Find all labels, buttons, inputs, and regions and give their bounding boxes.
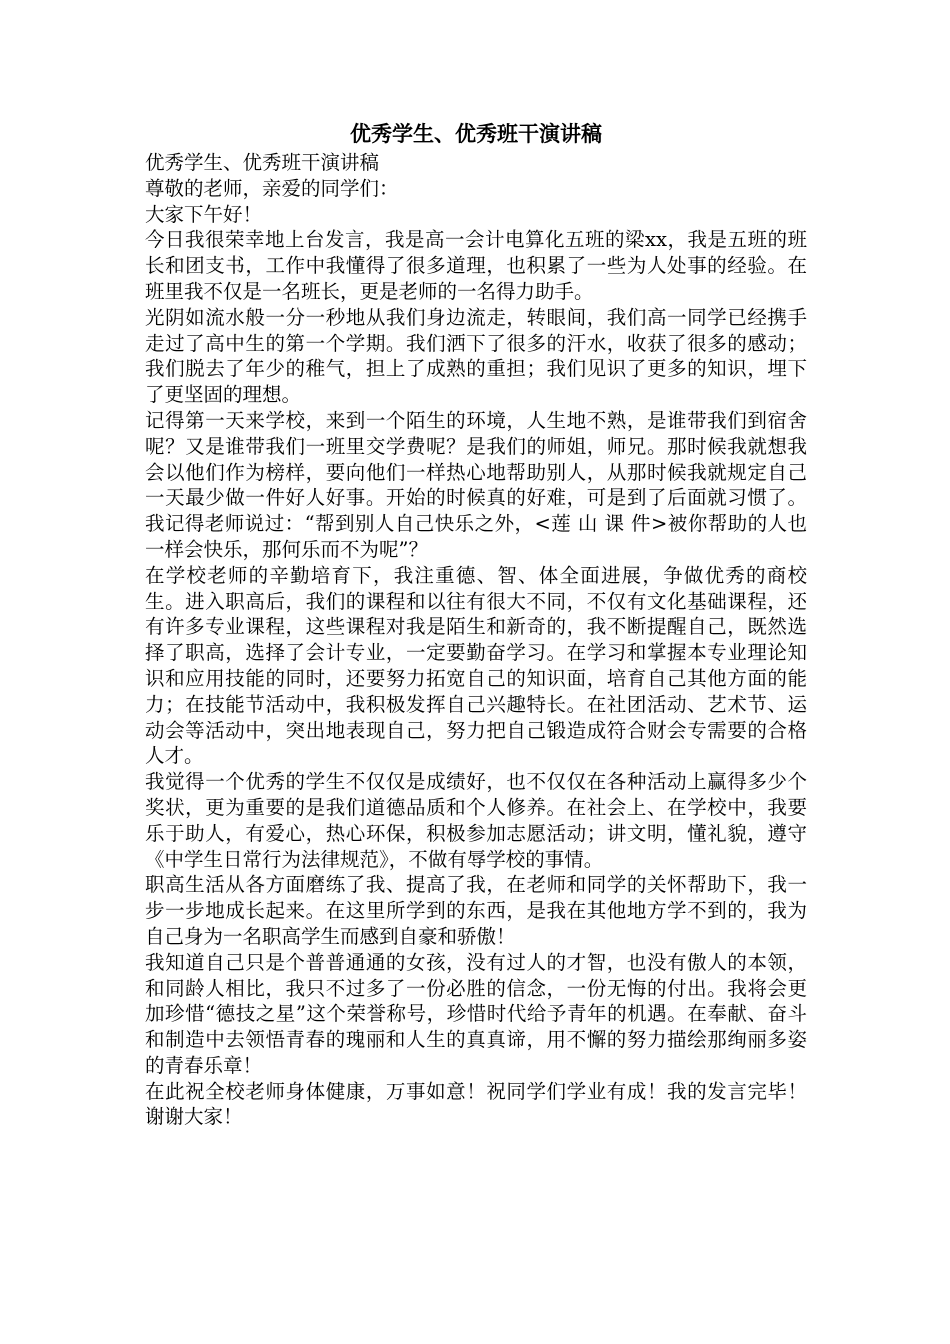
paragraph-greeting: 大家下午好！ [145, 202, 263, 226]
paragraph-subtitle: 优秀学生、优秀班干演讲稿 [145, 151, 380, 174]
paragraph-first-day: 记得第一天来学校，来到一个陌生的环境，人生地不熟，是谁带我们到宿舍呢？又是谁带我们一班里交学费呢？是我们的师姐，师兄。那时候我就想我会以他们作为榜样，要向他们一样热心地帮助别人，从那时候我就规定自己一天最少做一件好人好事。开始的时候真的好难，可是到了后面就习惯了。我记得老师说过：“帮到别人自己快乐之外，<莲 山 课 件>被你帮助的人也一样会快乐，那何乐而不为呢”？ [145, 408, 807, 561]
paragraph-studies: 在学校老师的辛勤培育下，我注重德、智、体全面进展，争做优秀的商校生。进入职高后，我们的课程和以往有很大不同，不仅有文化基础课程，还有许多专业课程，这些课程对我是陌生和新奇的，我不断提醒自己，既然选择了职高，选择了会计专业，一定要勤奋学习。在学习和掌握本专业理论知识和应用技能的同时，还要努力拓宽自己的知识面，培育自己其他方面的能力；在技能节活动中，我积极发挥自己兴趣特长。在社团活动、艺术节、运动会等活动中，突出地表现自己，努力把自己锻造成符合财会专需要的合格人才。 [145, 563, 807, 768]
paragraph-first-semester: 光阴如流水般一分一秒地从我们身边流走，转眼间，我们高一同学已经携手走过了高中生的第一个学期。我们洒下了很多的汗水，收获了很多的感动；我们脱去了年少的稚气，担上了成熟的重担；我们见识了更多的知识，埋下了更坚固的理想。 [145, 305, 807, 407]
paragraph-salutation: 尊敬的老师，亲爱的同学们： [145, 176, 399, 200]
paragraph-closing: 在此祝全校老师身体健康，万事如意！祝同学们学业有成！我的发言完毕！谢谢大家！ [145, 1079, 807, 1129]
paragraph-self-reflection: 我知道自己只是个普普通通的女孩，没有过人的才智，也没有傲人的本领，和同龄人相比，我只不过多了一份必胜的信念，一份无悔的付出。我将会更加珍惜“德技之星”这个荣誉称号，珍惜时代给予青年的机遇。在奉献、奋斗和制造中去领悟青春的瑰丽和人生的真真谛，用不懈的努力描绘那绚丽多姿的青春乐章！ [145, 950, 807, 1077]
document-page [145, 118, 807, 1130]
document-title: 优秀学生、优秀班干演讲稿 [350, 121, 602, 146]
paragraph-growth: 职高生活从各方面磨练了我、提高了我，在老师和同学的关怀帮助下，我一步一步地成长起来。在这里所学到的东西，是我在其他地方学不到的，我为自己身为一名职高学生而感到自豪和骄傲！ [145, 873, 807, 948]
paragraph-introduction: 今日我很荣幸地上台发言，我是高一会计电算化五班的梁xx，我是五班的班长和团支书，工作中我懂得了很多道理，也积累了一些为人处事的经验。在班里我不仅是一名班长，更是老师的一名得力助手。 [145, 228, 807, 303]
paragraph-moral-quality: 我觉得一个优秀的学生不仅仅是成绩好，也不仅仅在各种活动上赢得多少个奖状，更为重要的是我们道德品质和个人修养。在社会上、在学校中，我要乐于助人，有爱心，热心环保，积极参加志愿活动；讲文明，懂礼貌，遵守《中学生日常行为法律规范》，不做有辱学校的事情。 [145, 770, 807, 871]
